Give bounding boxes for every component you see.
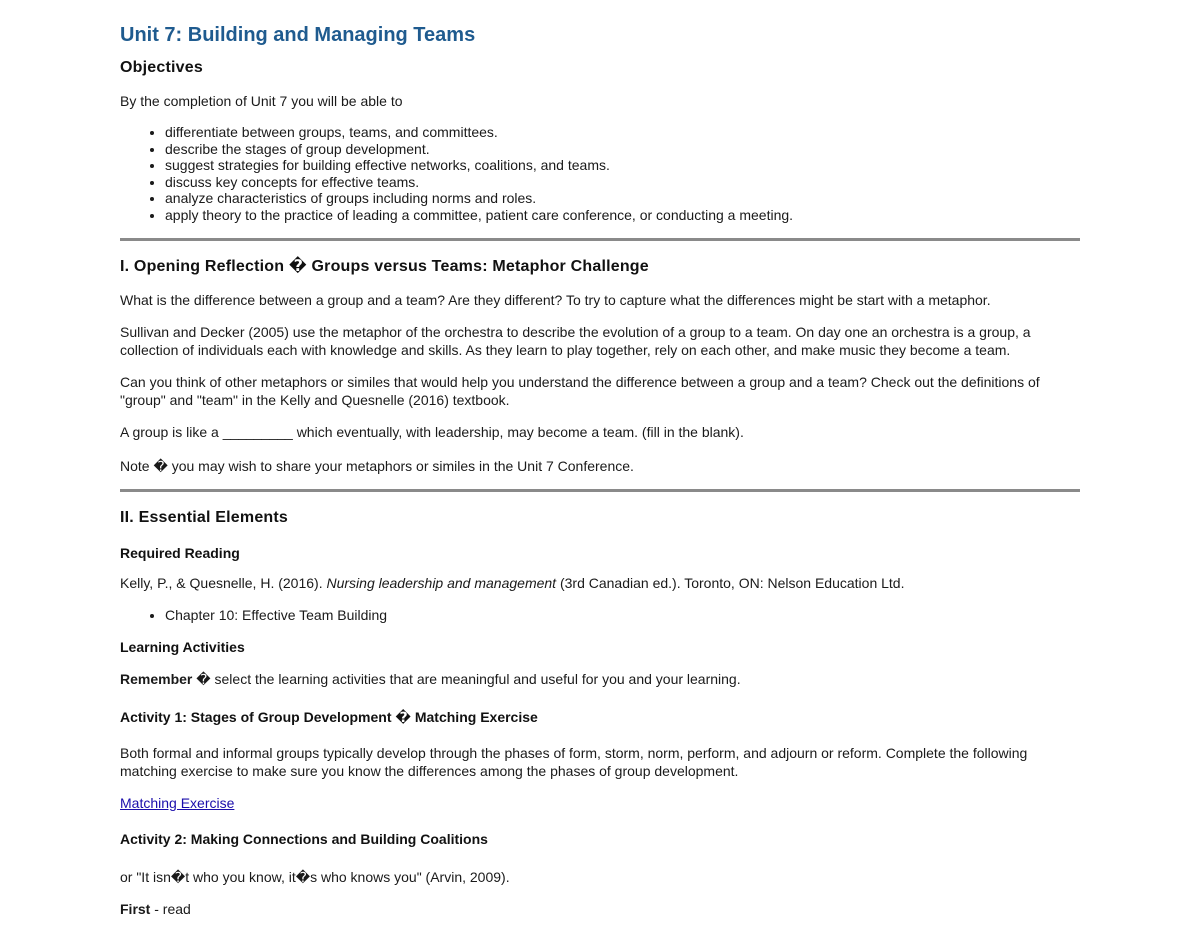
paragraph: Note � you may wish to share your metaphors or similes in the Unit 7 Conference.: [120, 457, 634, 474]
page-title: Unit 7: Building and Managing Teams: [120, 24, 476, 46]
objectives-intro: By the completion of Unit 7 you will be able to: [120, 93, 403, 109]
matching-exercise-link[interactable]: Matching Exercise: [120, 794, 235, 811]
activity-2-heading: Activity 2: Making Connections and Building Coalitions: [120, 830, 488, 847]
activity-2-quote: or "It isn�t who you know, it�s who knows you" (Arvin, 2009).: [120, 868, 510, 885]
remember-text: � select the learning activities that are meaningful and useful for you and your learning.: [192, 670, 741, 687]
remember-label: Remember: [120, 670, 193, 687]
list-item: • differentiate between groups, teams, and committees.: [165, 124, 1080, 141]
objectives-list: [120, 124, 1080, 224]
objectives-heading: Objectives: [120, 59, 203, 76]
activity-1-text: Both formal and informal groups typically develop through the phases of form, storm, norm, perform, and adjourn or reform. Complete the following matching exercise to make sure you know the differences among the phases of group development.: [120, 744, 1028, 779]
paragraph: What is the difference between a group and a team? Are they different? To try to capture what the differences might be start with a metaphor.: [120, 291, 991, 308]
list-item: • discuss key concepts for effective teams.: [165, 174, 1080, 191]
citation-authors: Kelly, P., & Quesnelle, H. (2016).: [120, 574, 327, 591]
section-heading-essential-elements: II. Essential Elements: [120, 508, 289, 526]
section-heading-opening-reflection: I. Opening Reflection � Groups versus Teams: Metaphor Challenge: [120, 257, 649, 275]
learning-activities-heading: Learning Activities: [120, 638, 245, 655]
unit-page: [120, 0, 1080, 918]
list-item: • apply theory to the practice of leading a committee, patient care conference, or conducting a meeting.: [165, 207, 1080, 224]
paragraph: Sullivan and Decker (2005) use the metaphor of the orchestra to describe the evolution of a group to a team. On day one an orchestra is a group, a collection of individuals each with knowledge and skills. As they learn to play together, rely on each other, and make music they become a team.: [120, 323, 1031, 358]
list-item: • describe the stages of group development.: [165, 141, 1080, 158]
first-label: First: [120, 900, 151, 917]
list-item: • Chapter 10: Effective Team Building: [165, 606, 1080, 624]
citation-publisher: (3rd Canadian ed.). Toronto, ON: Nelson Education Ltd.: [556, 574, 905, 591]
first-text: - read: [150, 900, 191, 917]
chapters-list: [120, 606, 1080, 624]
citation: [120, 574, 1080, 592]
required-reading-heading: Required Reading: [120, 544, 240, 561]
activity-1-heading: Activity 1: Stages of Group Development � Matching Exercise: [120, 708, 538, 725]
first-instruction: [120, 900, 1080, 918]
activity-1-link-row: [120, 794, 1080, 812]
list-item: • analyze characteristics of groups including norms and roles.: [165, 190, 1080, 207]
paragraph: A group is like a _________ which eventually, with leadership, may become a team. (fill in the blank).: [120, 423, 744, 440]
remember-note: [120, 670, 1080, 688]
paragraph: Can you think of other metaphors or similes that would help you understand the difference between a group and a team? Check out the definitions of "group" and "team" in the Kelly and Quesnelle (2016) textbook.: [120, 373, 1040, 408]
citation-title: Nursing leadership and management: [326, 574, 557, 591]
list-item: • suggest strategies for building effective networks, coalitions, and teams.: [165, 157, 1080, 174]
